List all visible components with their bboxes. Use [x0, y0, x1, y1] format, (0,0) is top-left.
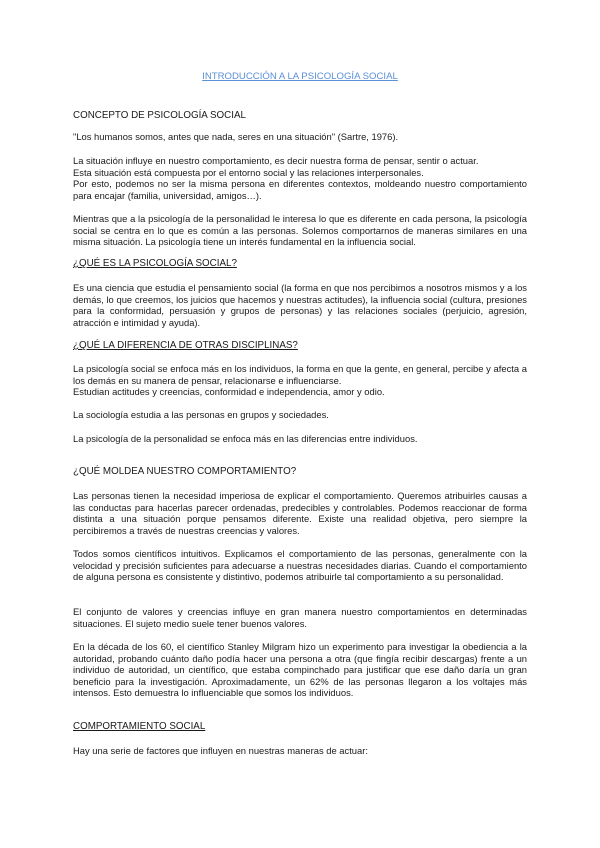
section-heading-moldea: ¿QUÉ MOLDEA NUESTRO COMPORTAMIENTO? [73, 466, 297, 477]
paragraph: En la década de los 60, el científico Stanley Milgram hizo un experimento para investigar la obediencia a la autoridad, probando cuánto daño podía hacer una persona a otra (que fingía recibir descargas) frente a un individuo de autoridad, un científico, que estaba compinchado para justificar que ese daño daría un gran beneficio para la investigación. Aproximadamente, un 62% de las personas llegaron a los voltajes más intensos. Esto demuestra lo influenciable que somos los individuos. [73, 641, 527, 699]
paragraph: Por esto, podemos no ser la misma persona en diferentes contextos, moldeando nuestro comportamiento para encajar (familia, universidad, amigos…). [73, 178, 527, 201]
sartre-quote: "Los humanos somos, antes que nada, seres en una situación" (Sartre, 1976). [73, 131, 399, 142]
paragraph: Hay una serie de factores que influyen en nuestras maneras de actuar: [73, 745, 368, 756]
paragraph: Esta situación está compuesta por el entorno social y las relaciones interpersonales. [73, 166, 424, 178]
paragraph: Las personas tienen la necesidad imperiosa de explicar el comportamiento. Queremos atribuirles causas a las conductas para hacerlas parecer ordenadas, predecibles y controlables. Podemos reaccionar de forma distinta a una situación porque pensamos diferente. Existe una realidad objetiva, pero siempre la percibiremos a través de nuestras creencias y valores. [73, 490, 527, 536]
section-heading-concepto: CONCEPTO DE PSICOLOGÍA SOCIAL [73, 110, 246, 121]
paragraph: Estudian actitudes y creencias, conformidad e independencia, amor y odio. [73, 386, 385, 398]
document-title: INTRODUCCIÓN A LA PSICOLOGÍA SOCIAL [202, 71, 398, 82]
paragraph: Mientras que a la psicología de la personalidad le interesa lo que es diferente en cada persona, la psicología social se centra en lo que es común a las personas. Solemos comportarnos de maneras similares en una misma situación. La psicología tiene un interés fundamental en la influencia social. [73, 213, 527, 248]
paragraph: La psicología social se enfoca más en los individuos, la forma en que la gente, en general, percibe y afecta a los demás en su manera de pensar, relacionarse e influenciarse. [73, 363, 527, 386]
paragraph: El conjunto de valores y creencias influye en gran manera nuestro comportamientos en determinadas situaciones. El sujeto medio suele tener buenos valores. [73, 606, 527, 629]
paragraph-group [73, 363, 527, 398]
paragraph: Es una ciencia que estudia el pensamiento social (la forma en que nos percibimos a nosotros mismos y a los demás, lo que creemos, los juicios que hacemos y nuestras actitudes), la influencia social (cultura, presiones para la conformidad, persuasión y grupos de personas) y las relaciones sociales (perjuicio, agresión, atracción e intimidad y ayuda). [73, 282, 527, 328]
paragraph: La situación influye en nuestro comportamiento, es decir nuestra forma de pensar, sentir o actuar. [73, 155, 479, 166]
section-heading-que-es: ¿QUÉ ES LA PSICOLOGÍA SOCIAL? [73, 258, 237, 269]
paragraph: La psicología de la personalidad se enfoca más en las diferencias entre individuos. [73, 433, 418, 444]
section-heading-diferencia: ¿QUÉ LA DIFERENCIA DE OTRAS DISCIPLINAS? [73, 340, 298, 351]
paragraph-group [73, 155, 527, 201]
paragraph: Todos somos científicos intuitivos. Explicamos el comportamiento de las personas, generalmente con la velocidad y precisión suficientes para adecuarse a nuestras necesidades diarias. Cuando el comportamiento de alguna persona es consistente y distintivo, podemos atribuirle tal comportamiento a su personalidad. [73, 548, 527, 583]
paragraph: La sociología estudia a las personas en grupos y sociedades. [73, 409, 329, 420]
section-heading-comportamiento-social: COMPORTAMIENTO SOCIAL [73, 721, 206, 732]
